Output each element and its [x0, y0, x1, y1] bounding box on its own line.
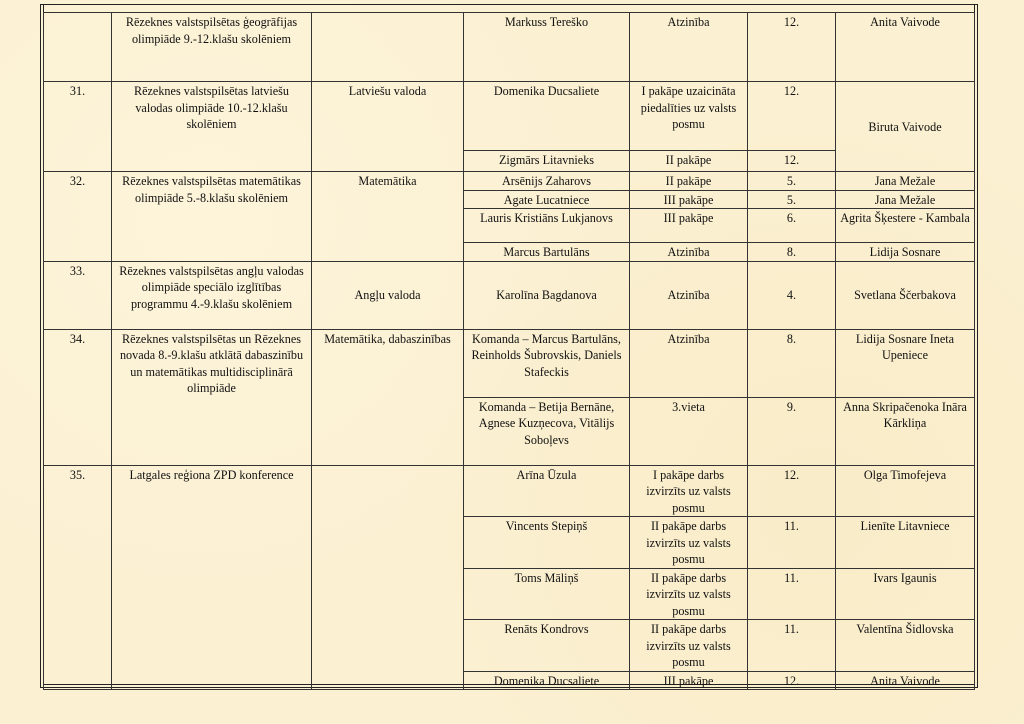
student: Arīna Ūzula [464, 465, 630, 517]
grade: 5. [748, 190, 836, 209]
result: III pakāpe [630, 209, 748, 243]
student: Agate Lucatniece [464, 190, 630, 209]
result: Atzinība [630, 13, 748, 82]
result: I pakāpe uzaicināta piedalīties uz valsts posmu [630, 82, 748, 151]
result: II pakāpe [630, 172, 748, 191]
results-table [43, 12, 975, 690]
subject: Matemātika [312, 172, 464, 262]
result: Atzinība [630, 329, 748, 397]
student: Toms Māliņš [464, 568, 630, 620]
subject: Latviešu valoda [312, 82, 464, 172]
student: Komanda – Marcus Bartulāns, Reinholds Šubrovskis, Daniels Stafeckis [464, 329, 630, 397]
row-number: 33. [44, 261, 112, 329]
student: Domenika Ducsaliete [464, 671, 630, 690]
teacher: Valentīna Šidlovska [836, 620, 975, 672]
table-row [44, 465, 975, 517]
subject [312, 13, 464, 82]
teacher: Anna Skripačenoka Ināra Kārkliņa [836, 397, 975, 465]
table-row [44, 329, 975, 397]
olympiad-name: Latgales reģiona ZPD konference [112, 465, 312, 690]
student: Marcus Bartulāns [464, 243, 630, 262]
row-number: 35. [44, 465, 112, 690]
result: 3.vieta [630, 397, 748, 465]
student: Komanda – Betija Bernāne, Agnese Kuzņecova, Vitālijs Soboļevs [464, 397, 630, 465]
student: Domenika Ducsaliete [464, 82, 630, 151]
grade: 11. [748, 620, 836, 672]
grade: 9. [748, 397, 836, 465]
result: III pakāpe [630, 190, 748, 209]
grade: 12. [748, 82, 836, 151]
grade: 12. [748, 671, 836, 690]
teacher: Olga Timofejeva [836, 465, 975, 517]
olympiad-name: Rēzeknes valstspilsētas un Rēzeknes novada 8.-9.klašu atklātā dabaszinību un matemātikas multidisciplinārā olimpiāde [112, 329, 312, 465]
teacher: Jana Mežale [836, 172, 975, 191]
subject [312, 465, 464, 690]
teacher: Lienīte Litavniece [836, 517, 975, 569]
table-row [44, 13, 975, 82]
teacher: Svetlana Ščerbakova [836, 261, 975, 329]
result: II pakāpe darbs izvirzīts uz valsts posmu [630, 568, 748, 620]
grade: 11. [748, 568, 836, 620]
grade: 12. [748, 13, 836, 82]
result: III pakāpe [630, 671, 748, 690]
result: Atzinība [630, 243, 748, 262]
subject: Matemātika, dabaszinības [312, 329, 464, 465]
student: Arsēnijs Zaharovs [464, 172, 630, 191]
olympiad-name: Rēzeknes valstspilsētas ģeogrāfijas olimpiāde 9.-12.klašu skolēniem [112, 13, 312, 82]
result: I pakāpe darbs izvirzīts uz valsts posmu [630, 465, 748, 517]
row-number: 34. [44, 329, 112, 465]
table-row [44, 261, 975, 329]
teacher: Jana Mežale [836, 190, 975, 209]
student: Zigmārs Litavnieks [464, 151, 630, 172]
grade: 6. [748, 209, 836, 243]
grade: 12. [748, 465, 836, 517]
teacher: Agrita Šķestere - Kambala [836, 209, 975, 243]
grade: 8. [748, 329, 836, 397]
student: Lauris Kristiāns Lukjanovs [464, 209, 630, 243]
teacher: Biruta Vaivode [836, 82, 975, 172]
grade: 5. [748, 172, 836, 191]
result: II pakāpe darbs izvirzīts uz valsts posmu [630, 517, 748, 569]
teacher: Anita Vaivode [836, 671, 975, 690]
olympiad-name: Rēzeknes valstspilsētas matemātikas olimpiāde 5.-8.klašu skolēniem [112, 172, 312, 262]
teacher: Ivars Igaunis [836, 568, 975, 620]
row-number: 31. [44, 82, 112, 172]
subject: Angļu valoda [312, 261, 464, 329]
student: Karolīna Bagdanova [464, 261, 630, 329]
grade: 11. [748, 517, 836, 569]
grade: 8. [748, 243, 836, 262]
student: Vincents Stepiņš [464, 517, 630, 569]
student: Renāts Kondrovs [464, 620, 630, 672]
grade: 12. [748, 151, 836, 172]
result: II pakāpe darbs izvirzīts uz valsts posmu [630, 620, 748, 672]
olympiad-name: Rēzeknes valstspilsētas latviešu valodas olimpiāde 10.-12.klašu skolēniem [112, 82, 312, 172]
result: Atzinība [630, 261, 748, 329]
row-number [44, 13, 112, 82]
teacher: Lidija Sosnare [836, 243, 975, 262]
row-number: 32. [44, 172, 112, 262]
student: Markuss Tereško [464, 13, 630, 82]
teacher: Anita Vaivode [836, 13, 975, 82]
grade: 4. [748, 261, 836, 329]
teacher: Lidija Sosnare Ineta Upeniece [836, 329, 975, 397]
table-row [44, 82, 975, 151]
olympiad-name: Rēzeknes valstspilsētas angļu valodas olimpiāde speciālo izglītības programmu 4.-9.klašu skolēniem [112, 261, 312, 329]
result: II pakāpe [630, 151, 748, 172]
table-row [44, 172, 975, 191]
